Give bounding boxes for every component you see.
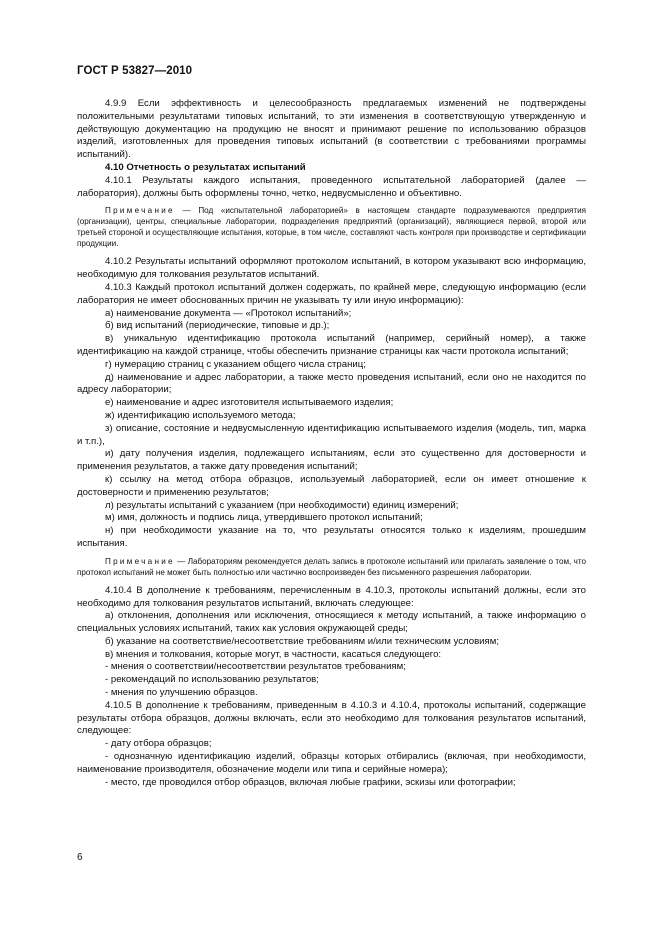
- list-item: н) при необходимости указание на то, что результаты относятся только к изделиям, прошедшим испытания.: [77, 525, 586, 549]
- list-item: - однозначную идентификацию изделий, образцы которых отбирались (включая, при необходимости, наименование производителя, обозначение модели или типа и серийные номера);: [77, 751, 586, 775]
- document-header: ГОСТ Р 53827—2010: [77, 65, 193, 77]
- list-item: - рекомендаций по использованию результатов;: [105, 674, 319, 686]
- list-item: и) дату получения изделия, подлежащего испытаниям, если это существенно для достоверности и применения результатов, а также дату проведения испытаний;: [77, 448, 586, 473]
- note-text: — Лабораториям рекомендуется делать запись в протоколе испытаний или прилагать заявление о том, что протокол испытаний не может быть полностью или частично воспроизведен без письменного разрешения лаборатории.: [77, 556, 586, 577]
- list-item: в) уникальную идентификацию протокола испытаний (например, серийный номер), а также идентификацию на каждой странице, чтобы обеспечить признание страницы как части протокола испытаний;: [77, 333, 586, 357]
- list-item: д) наименование и адрес лаборатории, а также место проведения испытаний, если оно не находится по адресу лаборатории;: [77, 371, 586, 396]
- list-item: г) нумерацию страниц с указанием общего числа страниц;: [105, 358, 366, 370]
- list-item: в) мнения и толкования, которые могут, в частности, касаться следующего:: [105, 648, 442, 660]
- list-item: л) результаты испытаний с указанием (при необходимости) единиц измерений;: [105, 499, 459, 511]
- note-2: [77, 556, 586, 578]
- list-item: а) отклонения, дополнения или исключения, относящиеся к методу испытаний, а также информацию о специальных условиях испытаний, таких как условия окружающей среды;: [77, 610, 586, 635]
- list-item: - мнения о соответствии/несоответствии результатов требованиям;: [105, 661, 406, 673]
- list-item: - мнения по улучшению образцов.: [105, 687, 258, 699]
- paragraph-4-10-1: 4.10.1 Результаты каждого испытания, проведенного испытательной лабораторией (далее — лаборатория), должны быть оформлены точно, четко, недвусмысленно и объективно.: [77, 174, 586, 199]
- document-body: [77, 98, 586, 789]
- section-heading-4-10: 4.10 Отчетность о результатах испытаний: [105, 161, 306, 173]
- list-item: к) ссылку на метод отбора образцов, используемый лабораторией, если он имеет отношение к достоверности и применению результатов;: [77, 473, 586, 498]
- paragraph-4-10-3: 4.10.3 Каждый протокол испытаний должен содержать, по крайней мере, следующую информацию (если лаборатория не имеет обоснованных причин не указывать ту или иную информацию):: [77, 281, 586, 306]
- list-item: ж) идентификацию используемого метода;: [105, 409, 296, 421]
- note-label: Примечание: [105, 556, 175, 566]
- list-item: а) наименование документа — «Протокол испытаний»;: [105, 307, 352, 319]
- note-text: — Под «испытательной лабораторией» в настоящем стандарте подразумеваются предприятия (организации), центры, специальные лаборатории, подразделения предприятий (организаций), являющиеся первой, второй или третьей стороной и осуществляющие испытания, которые, в том числе, составляют часть контроля при производстве и сертификации продукции.: [77, 206, 586, 249]
- paragraph-4-9-9: 4.9.9 Если эффективность и целесообразность предлагаемых изменений не подтверждены положительными результатами типовых испытаний, то эти изменения в соответствующую утвержденную и действующую документацию на продукцию не вносят и принимают решение по использованию образцов изделий, изготовленных для проведения типовых испытаний (в соответствии с требованиями программы испытаний).: [77, 98, 586, 161]
- list-item: з) описание, состояние и недвусмысленную идентификацию испытываемого изделия (модель, тип, марка и т.п.),: [77, 422, 586, 447]
- page-number: 6: [77, 852, 83, 863]
- paragraph-4-10-4: 4.10.4 В дополнение к требованиям, перечисленным в 4.10.3, протоколы испытаний должны, если это необходимо для толкования результатов испытаний, включать следующее:: [77, 584, 586, 609]
- paragraph-4-10-2: 4.10.2 Результаты испытаний оформляют протоколом испытаний, в котором указывают всю информацию, необходимую для толкования результатов испытаний.: [77, 256, 586, 281]
- list-item: - дату отбора образцов;: [105, 738, 212, 750]
- list-item: е) наименование и адрес изготовителя испытываемого изделия;: [105, 397, 394, 409]
- note-1: [77, 205, 586, 249]
- list-item: - место, где проводился отбор образцов, включая любые графики, эскизы или фотографии;: [105, 776, 516, 788]
- list-item: б) вид испытаний (периодические, типовые и др.);: [105, 320, 330, 332]
- list-item: б) указание на соответствие/несоответствие требованиям и/или техническим условиям;: [105, 635, 499, 647]
- list-item: м) имя, должность и подпись лица, утвердившего протокол испытаний;: [105, 512, 423, 524]
- paragraph-4-10-5: 4.10.5 В дополнение к требованиям, приведенным в 4.10.3 и 4.10.4, протоколы испытаний, содержащие результаты отбора образцов, должны включать, если это необходимо для толкования результатов испытаний, следующее:: [77, 699, 586, 737]
- note-label: Примечание: [105, 206, 175, 216]
